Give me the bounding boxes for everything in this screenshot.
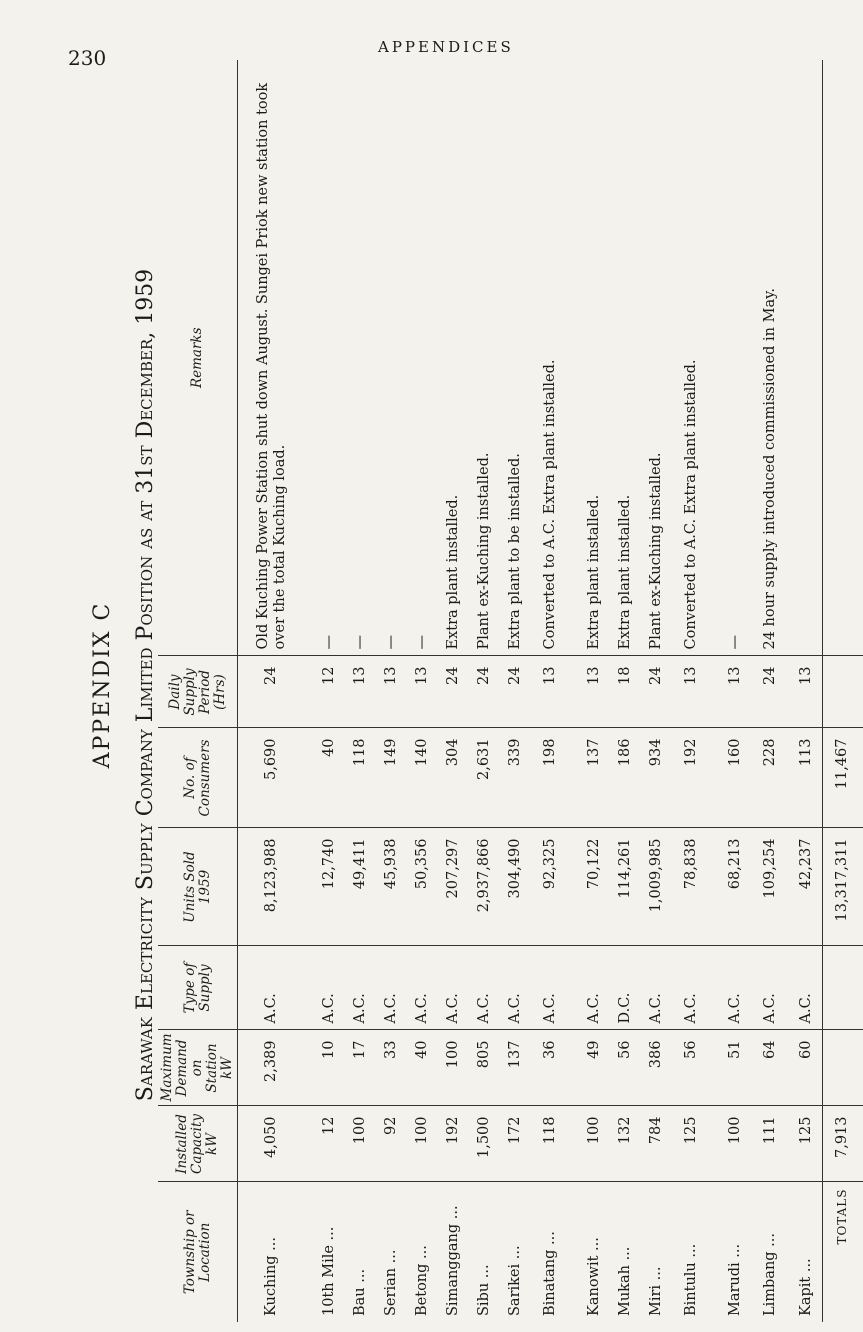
cell-supply-type: A.C. xyxy=(238,946,306,1030)
cell-township: Betong ... xyxy=(413,1245,430,1316)
running-head: APPENDICES xyxy=(378,38,514,56)
cell-remarks: Extra plant installed. xyxy=(438,60,469,656)
cell-installed: 125 xyxy=(791,1106,823,1182)
cell-units: 50,356 xyxy=(407,828,438,946)
table-row xyxy=(720,60,751,1322)
cell-daily: 24 xyxy=(469,656,500,728)
cell-units: 1,009,985 xyxy=(641,828,672,946)
cell-max-demand: 36 xyxy=(531,1030,571,1106)
cell-consumers: 5,690 xyxy=(238,728,306,828)
table-row xyxy=(791,60,823,1322)
table-title: Sarawak Electricity Supply Company Limited Position as at 31st December, 1959 xyxy=(133,268,158,1102)
cell-consumers: 160 xyxy=(720,728,751,828)
cell-supply-type: A.C. xyxy=(791,946,823,1030)
cell-installed: 132 xyxy=(610,1106,641,1182)
table-row xyxy=(238,60,306,1322)
cell-supply-type: A.C. xyxy=(500,946,531,1030)
cell-remarks xyxy=(791,60,823,656)
cell-daily: 13 xyxy=(720,656,751,728)
cell-township: Kanowit ... xyxy=(585,1237,602,1316)
cell-installed: 12 xyxy=(314,1106,345,1182)
cell-township: Sarikei ... xyxy=(506,1245,523,1316)
cell-consumers: 118 xyxy=(345,728,376,828)
cell-consumers: 2,631 xyxy=(469,728,500,828)
cell-units: 42,237 xyxy=(791,828,823,946)
cell-supply-type: A.C. xyxy=(751,946,791,1030)
cell-remarks: — xyxy=(720,60,751,656)
cell-daily: 13 xyxy=(376,656,407,728)
cell-units: 70,122 xyxy=(579,828,610,946)
cell-township: Sibu ... xyxy=(475,1264,492,1316)
cell-daily: 24 xyxy=(238,656,306,728)
cell-max-demand: 2,389 xyxy=(238,1030,306,1106)
table-row xyxy=(672,60,712,1322)
cell-installed: 125 xyxy=(672,1106,712,1182)
cell-consumers: 228 xyxy=(751,728,791,828)
cell-installed: 4,050 xyxy=(238,1106,306,1182)
cell-max-demand: 64 xyxy=(751,1030,791,1106)
table-row xyxy=(469,60,500,1322)
total-consumers: 11,467 xyxy=(822,728,863,828)
cell-units: 45,938 xyxy=(376,828,407,946)
table-row xyxy=(579,60,610,1322)
cell-consumers: 140 xyxy=(407,728,438,828)
cell-consumers: 186 xyxy=(610,728,641,828)
table-row xyxy=(500,60,531,1322)
cell-township: Mukah ... xyxy=(616,1246,633,1316)
header-daily-supply: Daily Supply Period (Hrs) xyxy=(158,656,238,728)
cell-units: 49,411 xyxy=(345,828,376,946)
cell-daily: 13 xyxy=(579,656,610,728)
cell-max-demand: 49 xyxy=(579,1030,610,1106)
cell-township: Serian ... xyxy=(382,1249,399,1316)
cell-daily: 13 xyxy=(672,656,712,728)
cell-remarks: Plant ex-Kuching installed. xyxy=(469,60,500,656)
cell-supply-type: A.C. xyxy=(579,946,610,1030)
cell-supply-type: A.C. xyxy=(469,946,500,1030)
cell-units: 8,123,988 xyxy=(238,828,306,946)
cell-township: Binatang ... xyxy=(542,1231,558,1316)
cell-supply-type: A.C. xyxy=(531,946,571,1030)
cell-supply-type: A.C. xyxy=(407,946,438,1030)
table-row xyxy=(531,60,571,1322)
cell-installed: 100 xyxy=(579,1106,610,1182)
cell-consumers: 137 xyxy=(579,728,610,828)
cell-max-demand: 137 xyxy=(500,1030,531,1106)
cell-remarks: — xyxy=(314,60,345,656)
cell-consumers: 198 xyxy=(531,728,571,828)
cell-supply-type: A.C. xyxy=(376,946,407,1030)
cell-daily: 24 xyxy=(500,656,531,728)
cell-units: 109,254 xyxy=(751,828,791,946)
cell-daily: 13 xyxy=(407,656,438,728)
cell-supply-type: D.C. xyxy=(610,946,641,1030)
table-row xyxy=(314,60,345,1322)
cell-installed: 1,500 xyxy=(469,1106,500,1182)
cell-max-demand: 51 xyxy=(720,1030,751,1106)
cell-township: Kapit ... xyxy=(797,1258,814,1316)
cell-max-demand: 100 xyxy=(438,1030,469,1106)
cell-remarks: Converted to A.C. Extra plant installed. xyxy=(531,60,571,656)
table-row xyxy=(751,60,791,1322)
header-maximum-demand: Maximum Demand on Station kW xyxy=(158,1030,238,1106)
header-remarks: Remarks xyxy=(158,60,238,656)
cell-units: 78,838 xyxy=(672,828,712,946)
cell-remarks: Extra plant installed. xyxy=(610,60,641,656)
cell-consumers: 192 xyxy=(672,728,712,828)
cell-installed: 192 xyxy=(438,1106,469,1182)
cell-units: 2,937,866 xyxy=(469,828,500,946)
cell-max-demand: 33 xyxy=(376,1030,407,1106)
header-installed-capacity: Installed Capacity kW xyxy=(158,1106,238,1182)
cell-township: Simanggang ... xyxy=(444,1205,461,1316)
cell-consumers: 934 xyxy=(641,728,672,828)
cell-installed: 100 xyxy=(345,1106,376,1182)
cell-remarks: Old Kuching Power Station shut down August. Sungei Priok new station took over the total Kuching load. xyxy=(238,60,306,656)
cell-units: 92,325 xyxy=(531,828,571,946)
cell-units: 12,740 xyxy=(314,828,345,946)
cell-remarks: Extra plant to be installed. xyxy=(500,60,531,656)
cell-units: 68,213 xyxy=(720,828,751,946)
cell-township: Bintulu ... xyxy=(683,1243,699,1316)
cell-township: Limbang ... xyxy=(762,1233,778,1316)
cell-township: 10th Mile ... xyxy=(320,1226,337,1316)
appendix-label: APPENDIX C xyxy=(90,601,115,769)
cell-supply-type: A.C. xyxy=(345,946,376,1030)
cell-township: Bau ... xyxy=(351,1268,368,1316)
cell-daily: 18 xyxy=(610,656,641,728)
header-township: Township or Location xyxy=(158,1182,238,1322)
electricity-table-rotated xyxy=(158,60,850,1322)
cell-installed: 784 xyxy=(641,1106,672,1182)
totals-row xyxy=(822,60,863,1322)
cell-supply-type: A.C. xyxy=(641,946,672,1030)
cell-township: Kuching ... xyxy=(263,1236,280,1316)
cell-max-demand: 40 xyxy=(407,1030,438,1106)
header-consumers: No. of Consumers xyxy=(158,728,238,828)
cell-consumers: 113 xyxy=(791,728,823,828)
cell-daily: 13 xyxy=(791,656,823,728)
cell-daily: 24 xyxy=(751,656,791,728)
cell-max-demand: 56 xyxy=(672,1030,712,1106)
cell-installed: 118 xyxy=(531,1106,571,1182)
table-row xyxy=(610,60,641,1322)
cell-units: 207,297 xyxy=(438,828,469,946)
cell-installed: 100 xyxy=(407,1106,438,1182)
cell-supply-type: A.C. xyxy=(438,946,469,1030)
page-number: 230 xyxy=(68,46,107,70)
cell-remarks: Converted to A.C. Extra plant installed. xyxy=(672,60,712,656)
cell-max-demand: 10 xyxy=(314,1030,345,1106)
cell-remarks: Plant ex-Kuching installed. xyxy=(641,60,672,656)
cell-township: Marudi ... xyxy=(726,1243,743,1316)
cell-remarks: — xyxy=(407,60,438,656)
cell-consumers: 149 xyxy=(376,728,407,828)
cell-daily: 13 xyxy=(345,656,376,728)
cell-consumers: 339 xyxy=(500,728,531,828)
cell-consumers: 40 xyxy=(314,728,345,828)
cell-remarks: 24 hour supply introduced commissioned in May. xyxy=(751,60,791,656)
cell-installed: 92 xyxy=(376,1106,407,1182)
cell-township: Miri ... xyxy=(647,1266,664,1316)
cell-consumers: 304 xyxy=(438,728,469,828)
table-row xyxy=(641,60,672,1322)
electricity-supply-table xyxy=(158,60,863,1322)
cell-daily: 24 xyxy=(641,656,672,728)
table-row xyxy=(345,60,376,1322)
total-installed: 7,913 xyxy=(822,1106,863,1182)
cell-supply-type: A.C. xyxy=(314,946,345,1030)
cell-remarks: — xyxy=(376,60,407,656)
table-row xyxy=(376,60,407,1322)
cell-daily: 13 xyxy=(531,656,571,728)
total-units: 13,317,311 xyxy=(822,828,863,946)
table-row xyxy=(407,60,438,1322)
cell-max-demand: 56 xyxy=(610,1030,641,1106)
cell-max-demand: 386 xyxy=(641,1030,672,1106)
cell-remarks: — xyxy=(345,60,376,656)
table-row xyxy=(438,60,469,1322)
cell-supply-type: A.C. xyxy=(672,946,712,1030)
table-header-row xyxy=(158,60,238,1322)
cell-max-demand: 17 xyxy=(345,1030,376,1106)
cell-daily: 12 xyxy=(314,656,345,728)
header-units-sold: Units Sold 1959 xyxy=(158,828,238,946)
cell-max-demand: 805 xyxy=(469,1030,500,1106)
cell-supply-type: A.C. xyxy=(720,946,751,1030)
cell-installed: 111 xyxy=(751,1106,791,1182)
totals-label: TOTALS xyxy=(822,1182,863,1322)
cell-units: 114,261 xyxy=(610,828,641,946)
cell-units: 304,490 xyxy=(500,828,531,946)
cell-installed: 100 xyxy=(720,1106,751,1182)
cell-remarks: Extra plant installed. xyxy=(579,60,610,656)
cell-max-demand: 60 xyxy=(791,1030,823,1106)
cell-daily: 24 xyxy=(438,656,469,728)
cell-installed: 172 xyxy=(500,1106,531,1182)
header-type-of-supply: Type of Supply xyxy=(158,946,238,1030)
